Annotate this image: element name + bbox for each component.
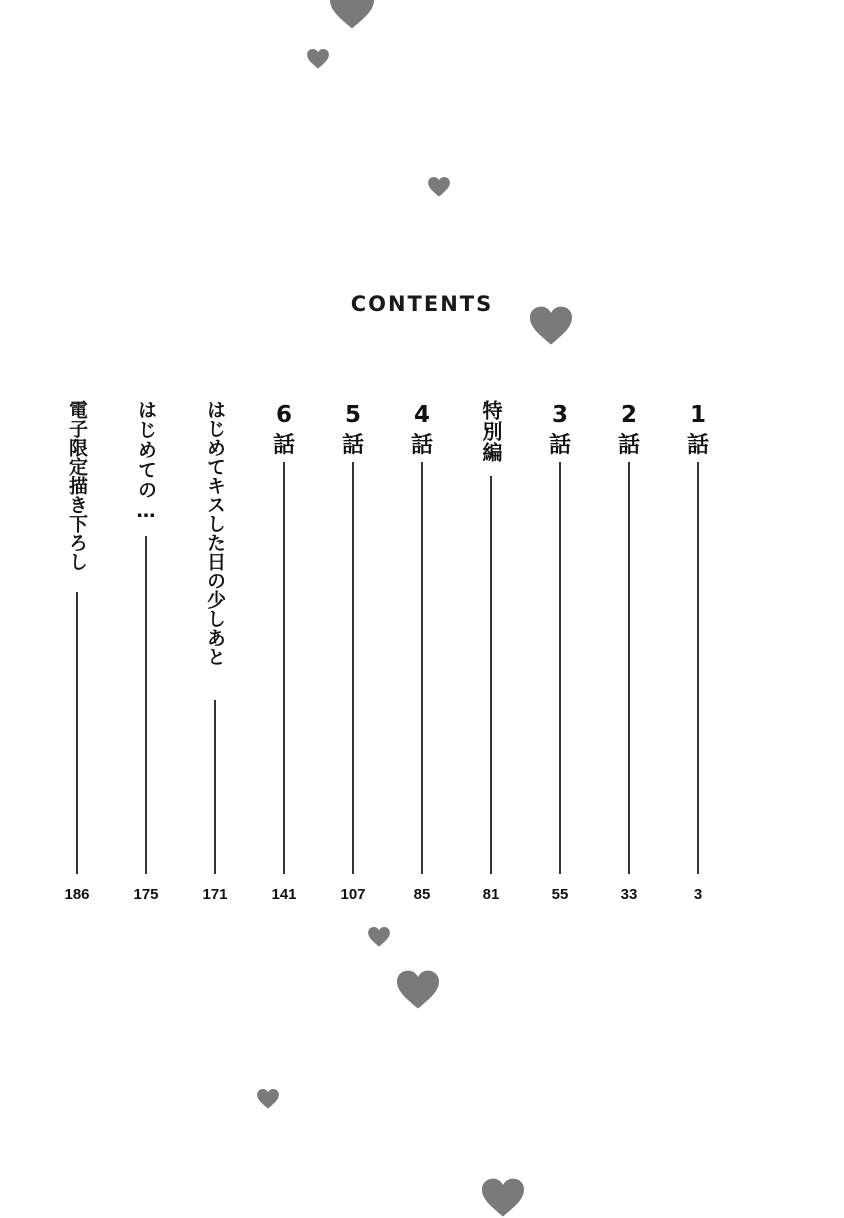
toc-entry-after-first-kiss[interactable]: [193, 400, 237, 910]
leader-line: [628, 462, 630, 874]
heart-icon: [257, 1089, 279, 1109]
leader-line: [352, 462, 354, 874]
toc-entry-digital-exclusive[interactable]: [55, 400, 99, 910]
entry-title: はじめての…: [135, 400, 157, 523]
chapter-number: 4: [413, 402, 430, 428]
page-number: 186: [64, 886, 90, 903]
toc-entry-chapter-6[interactable]: [262, 400, 306, 910]
leader-line: [490, 476, 492, 874]
toc-entry-first-time[interactable]: [124, 400, 168, 910]
page-number: 175: [133, 886, 159, 903]
page-number: 141: [271, 886, 297, 903]
chapter-suffix: 話: [548, 433, 571, 458]
chapter-suffix: 話: [686, 433, 709, 458]
chapter-suffix: 話: [272, 433, 295, 458]
chapter-number: 3: [551, 402, 568, 428]
page-number: 85: [413, 886, 431, 903]
leader-line: [283, 462, 285, 874]
toc-entry-chapter-2[interactable]: [607, 400, 651, 910]
entry-title: はじめてキスした日の少しあと: [204, 400, 226, 666]
heart-icon: [397, 970, 439, 1010]
heart-icon: [428, 177, 450, 197]
page-number: 81: [482, 886, 500, 903]
page-number: 33: [620, 886, 638, 903]
chapter-number: 5: [344, 402, 361, 428]
page-number: 55: [551, 886, 569, 903]
chapter-suffix: 話: [410, 433, 433, 458]
page-number: 107: [340, 886, 366, 903]
page-number: 171: [202, 886, 228, 903]
toc-entry-chapter-5[interactable]: [331, 400, 375, 910]
chapter-number: 6: [275, 402, 292, 428]
heart-icon: [368, 927, 390, 947]
entry-title: 特別編: [479, 400, 503, 463]
leader-line: [76, 592, 78, 874]
chapter-suffix: 話: [617, 433, 640, 458]
chapter-number: 1: [689, 402, 706, 428]
heart-icon: [530, 306, 572, 346]
chapter-number: 2: [620, 402, 637, 428]
heart-icon: [482, 1178, 524, 1218]
leader-line: [421, 462, 423, 874]
entry-title: 電子限定描き下ろし: [66, 400, 88, 571]
leader-line: [559, 462, 561, 874]
toc-entry-chapter-4[interactable]: [400, 400, 444, 910]
toc-entry-chapter-3[interactable]: [538, 400, 582, 910]
chapter-suffix: 話: [341, 433, 364, 458]
page-number: 3: [693, 886, 703, 903]
leader-line: [697, 462, 699, 874]
toc-entry-special[interactable]: [469, 400, 513, 910]
contents-heading: CONTENTS: [350, 292, 494, 316]
leader-line: [214, 700, 216, 874]
toc-entry-chapter-1[interactable]: [676, 400, 720, 910]
leader-line: [145, 536, 147, 874]
heart-icon: [330, 0, 374, 30]
heart-icon: [307, 49, 329, 69]
